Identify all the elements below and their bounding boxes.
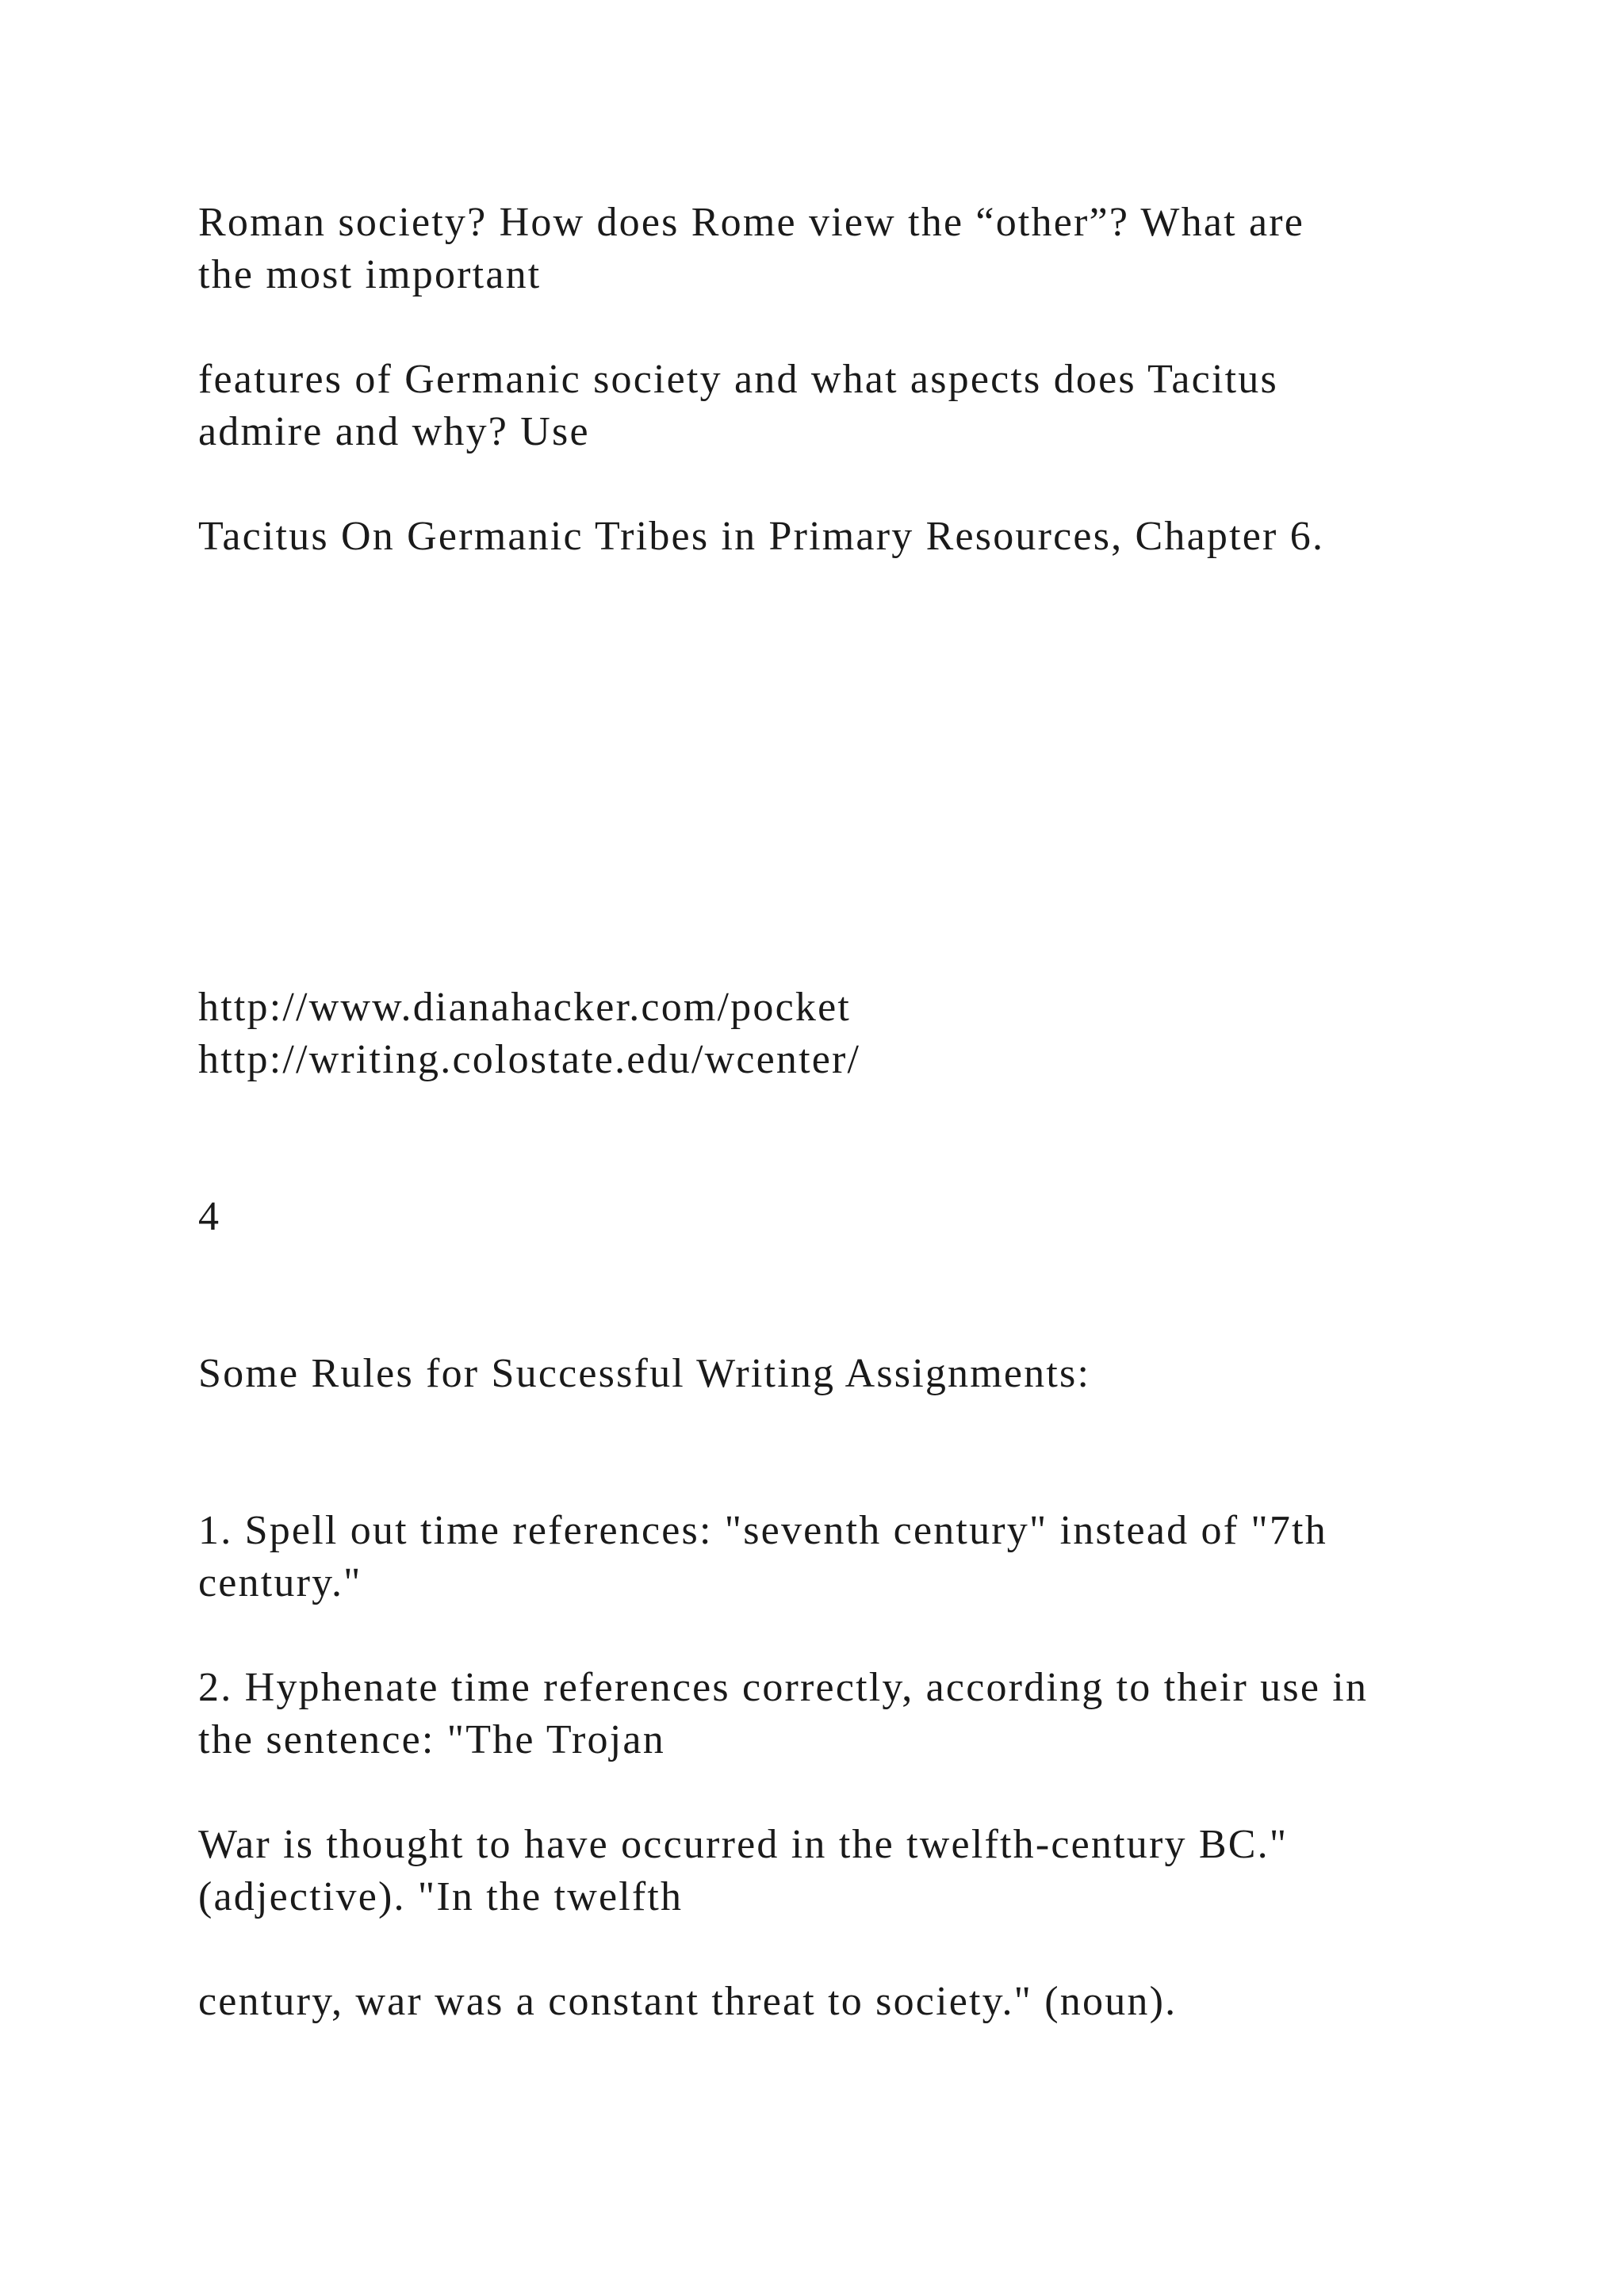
rules-heading: Some Rules for Successful Writing Assignments: (198, 1351, 1091, 1396)
rule-2-line-4: (adjective). "In the twelfth (198, 1874, 684, 1919)
intro-line-3: features of Germanic society and what aspects does Tacitus (198, 357, 1278, 402)
intro-line-2: the most important (198, 252, 542, 297)
rule-1-line-2: century." (198, 1560, 362, 1605)
rule-2-line-1: 2. Hyphenate time references correctly, according to their use in (198, 1665, 1369, 1710)
rule-2-line-2: the sentence: "The Trojan (198, 1717, 665, 1762)
rule-1-line-1: 1. Spell out time references: "seventh century" instead of "7th (198, 1508, 1327, 1553)
page-number: 4 (198, 1194, 221, 1239)
link-dianahacker[interactable]: http://www.dianahacker.com/pocket (198, 985, 851, 1030)
rule-2-line-5: century, war was a constant threat to society." (noun). (198, 1979, 1178, 2024)
intro-line-5: Tacitus On Germanic Tribes in Primary Resources, Chapter 6. (198, 514, 1325, 559)
intro-line-4: admire and why? Use (198, 409, 590, 454)
link-colostate-wcenter[interactable]: http://writing.colostate.edu/wcenter/ (198, 1037, 861, 1082)
intro-line-1: Roman society? How does Rome view the “other”? What are (198, 200, 1305, 245)
rule-2-line-3: War is thought to have occurred in the twelfth-century BC." (198, 1822, 1289, 1867)
